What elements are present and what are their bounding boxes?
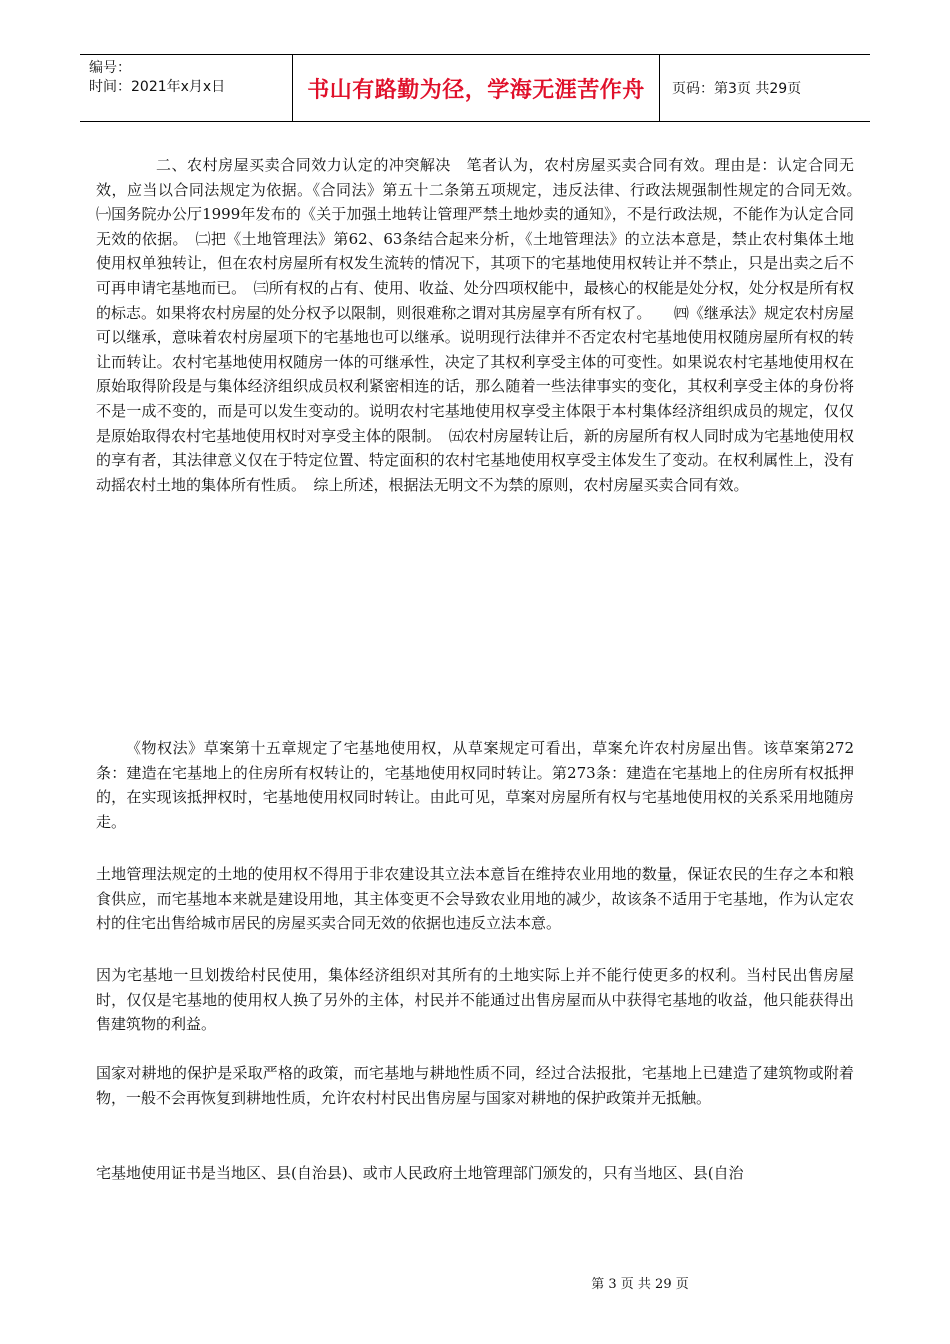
page-header	[80, 54, 870, 122]
header-page-info: 页码：第3页 共29页	[672, 81, 802, 97]
page-footer: 第 3 页 共 29 页	[591, 1277, 689, 1292]
document-number-label: 编号：	[89, 60, 131, 76]
paragraph-homestead-certificate: 宅基地使用证书是当地区、县(自治县)、或市人民政府土地管理部门颁发的，只有当地区、县(自治	[96, 1164, 744, 1182]
header-motto: 书山有路勤为径，学海无涯苦作舟	[293, 55, 660, 122]
paragraph-farmland-protection: 国家对耕地的保护是采取严格的政策，而宅基地与耕地性质不同，经过合法报批，宅基地上已建造了建筑物或附着物，一般不会再恢复到耕地性质，允许农村村民出售房屋与国家对耕地的保护政策并无抵触。	[96, 1064, 854, 1107]
header-meta	[80, 55, 293, 122]
paragraph-conflict-resolution: 二、农村房屋买卖合同效力认定的冲突解决 笔者认为，农村房屋买卖合同有效。理由是：认定合同无效，应当以合同法规定为依据。《合同法》第五十二条第五项规定，违反法律、行政法规强制性规定的合同无效。 ㈠国务院办公厅1999年发布的《关于加强土地转让管理严禁土地炒卖的通知》，不是行政法规，不能作为认定合同无效的依据。 ㈡把《土地管理法》第62、63条结合起来分析，《土地管理法》的立法本意是，禁止农村集体土地使用权单独转让，但在农村房屋所有权发生流转的情况下，其项下的宅基地使用权转让并不禁止，只是出卖之后不可再申请宅基地而已。 ㈢所有权的占有、使用、收益、处分四项权能中，最核心的权能是处分权，处分权是所有权的标志。如果将农村房屋的处分权予以限制，则很难称之谓对其房屋享有所有权了。 ㈣《继承法》规定农村房屋可以继承，意味着农村房屋项下的宅基地也可以继承。说明现行法律并不否定农村宅基地使用权随房屋所有权的转让而转让。农村宅基地使用权随房一体的可继承性，决定了其权利享受主体的可变性。如果说农村宅基地使用权在原始取得阶段是与集体经济组织成员权利紧密相连的话，那么随着一些法律事实的变化，其权利享受主体的身份将不是一成不变的，而是可以发生变动的。说明农村宅基地使用权享受主体限于本村集体经济组织成员的规定，仅仅是原始取得农村宅基地使用权时对享受主体的限制。 ㈤农村房屋转让后，新的房屋所有权人同时成为宅基地使用权的享有者，其法律意义仅在于特定位置、特定面积的农村宅基地使用权享受主体发生了变动。在权利属性上，没有动摇农村土地的集体所有性质。 综上所述，根据法无明文不为禁的原则，农村房屋买卖合同有效。	[96, 156, 870, 494]
paragraph-property-law-draft: 《物权法》草案第十五章规定了宅基地使用权，从草案规定可看出，草案允许农村房屋出售。该草案第272条：建造在宅基地上的住房所有权转让的，宅基地使用权同时转让。第273条：建造在宅基地上的住房所有权抵押的，在实现该抵押权时，宅基地使用权同时转让。由此可见，草案对房屋所有权与宅基地使用权的关系采用地随房走。	[96, 739, 854, 831]
paragraph-land-management-law: 土地管理法规定的土地的使用权不得用于非农建设其立法本意旨在维持农业用地的数量，保证农民的生存之本和粮食供应，而宅基地本来就是建设用地，其主体变更不会导致农业用地的减少，故该条不适用于宅基地，作为认定农村的住宅出售给城市居民的房屋买卖合同无效的依据也违反立法本意。	[96, 865, 854, 933]
paragraph-homestead-allocation: 因为宅基地一旦划拨给村民使用，集体经济组织对其所有的土地实际上并不能行使更多的权利。当村民出售房屋时，仅仅是宅基地的使用权人换了另外的主体，村民并不能通过出售房屋而从中获得宅基地的收益，他只能获得出售建筑物的利益。	[96, 966, 854, 1034]
document-time-label: 时间：2021年x月x日	[89, 79, 226, 95]
